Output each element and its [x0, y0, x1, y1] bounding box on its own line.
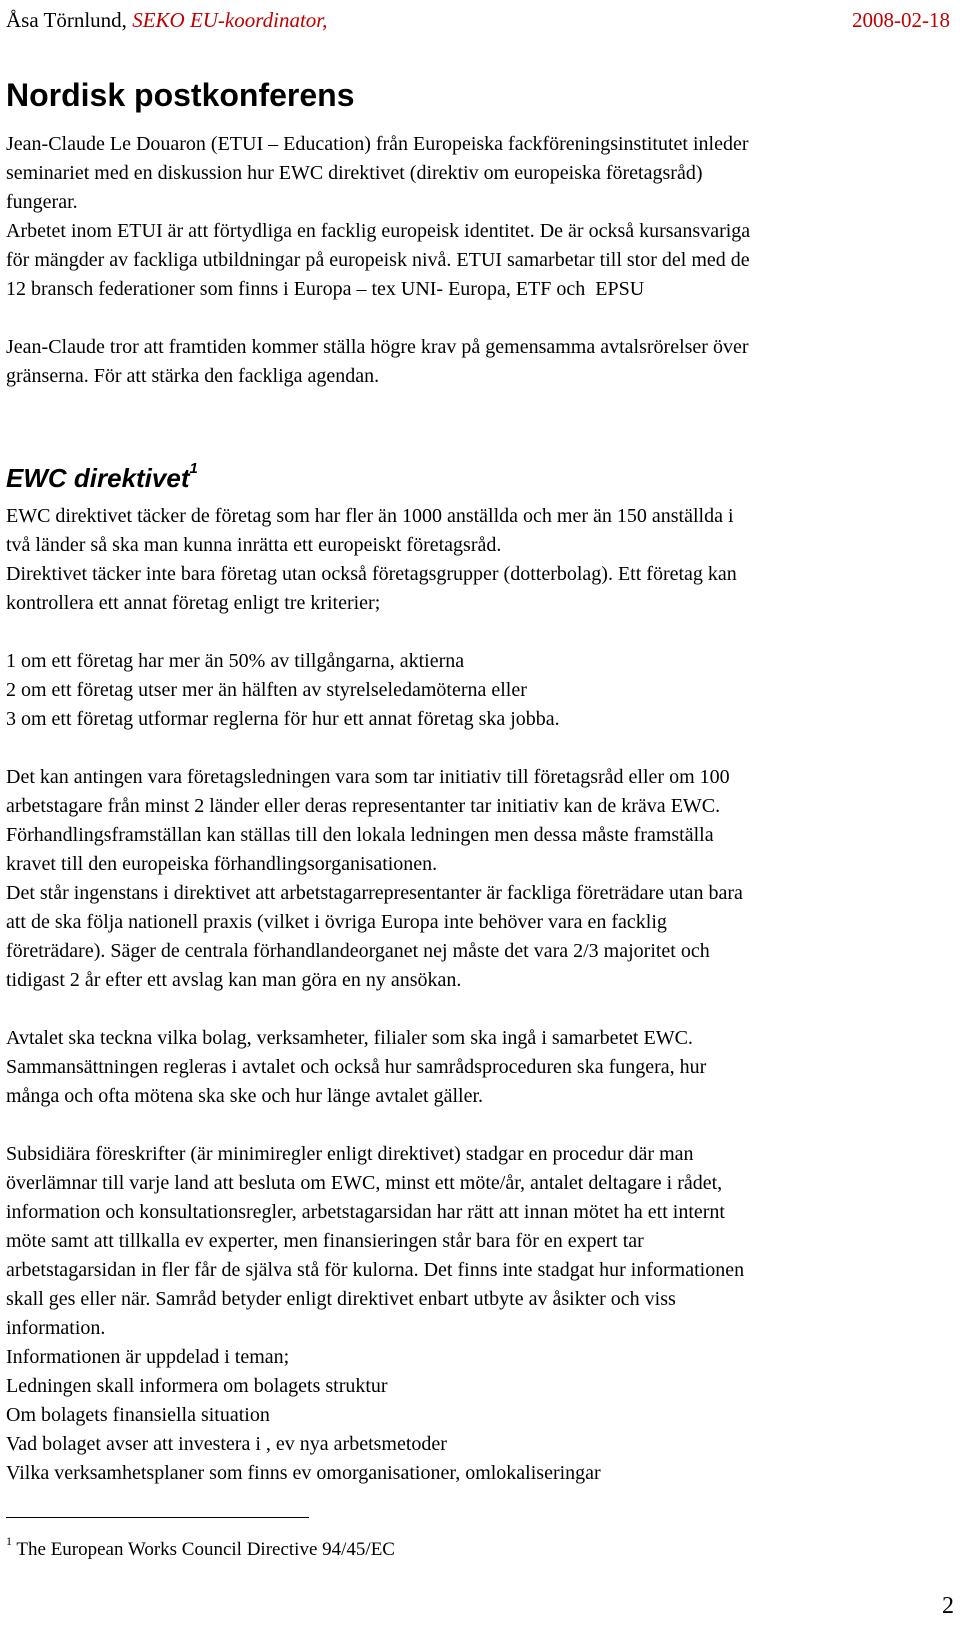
section-heading: EWC direktivet$^1$ — [6, 460, 198, 493]
agreement-paragraph — [6, 1024, 950, 1111]
text-line: Jean-Claude tror att framtiden kommer ställa högre krav på gemensamma avtalsrörelser över — [6, 336, 749, 358]
text-line: kravet till den europeiska förhandlingsorganisationen. — [6, 853, 438, 875]
page-header — [6, 6, 950, 34]
text-line: EWC direktivet täcker de företag som har fler än 1000 anställda och mer än 150 anställda i — [6, 505, 734, 527]
text-line: gränserna. För att stärka den fackliga agendan. — [6, 365, 380, 387]
text-line: Jean-Claude Le Douaron (ETUI – Education) från Europeiska fackföreningsinstitutet inleder — [6, 133, 749, 155]
text-line: företrädare). Säger de centrala förhandlandeorganet nej måste det vara 2/3 majoritet och — [6, 940, 710, 962]
text-line: Vilka verksamhetsplaner som finns ev omorganisationer, omlokaliseringar — [6, 1462, 601, 1484]
text-line: 12 bransch federationer som finns i Europa – tex UNI- Europa, ETF och EPSU — [6, 278, 645, 300]
text-line: 2 om ett företag utser mer än hälften av styrelseledamöterna eller — [6, 679, 527, 701]
text-line: tidigast 2 år efter ett avslag kan man göra en ny ansökan. — [6, 969, 462, 991]
page-number: 2 — [942, 1593, 954, 1619]
initiative-paragraph — [6, 763, 950, 995]
footnote-separator — [6, 1517, 309, 1518]
text-line: Arbetet inom ETUI är att förtydliga en facklig europeisk identitet. De är också kursansvariga — [6, 220, 751, 242]
jc-paragraph — [6, 333, 950, 391]
document-body — [6, 70, 950, 1488]
text-line: information. — [6, 1317, 106, 1339]
text-line: Om bolagets finansiella situation — [6, 1404, 270, 1426]
directive-paragraph — [6, 502, 950, 618]
criteria-list — [6, 647, 950, 734]
subsidiary-paragraph — [6, 1140, 950, 1488]
footnote-marker: 1 — [6, 1534, 12, 1548]
header-author: Åsa Törnlund, SEKO EU-koordinator, — [6, 8, 328, 32]
text-line: Informationen är uppdelad i teman; — [6, 1346, 290, 1368]
text-line: skall ges eller när. Samråd betyder enligt direktivet enbart utbyte av åsikter och viss — [6, 1288, 676, 1310]
text-line: Ledningen skall informera om bolagets struktur — [6, 1375, 388, 1397]
text-line: arbetstagare från minst 2 länder eller deras representanter tar initiativ kan de kräva EWC. — [6, 795, 721, 817]
text-line: 1 om ett företag har mer än 50% av tillgångarna, aktierna — [6, 650, 465, 672]
text-line: för mängder av fackliga utbildningar på europeisk nivå. ETUI samarbetar till stor del med de — [6, 249, 750, 271]
text-line: att de ska följa nationell praxis (vilket i övriga Europa inte behöver vara en facklig — [6, 911, 667, 933]
text-line: möte samt att tillkalla ev experter, men finansieringen står bara för en expert tar — [6, 1230, 644, 1252]
text-line: 3 om ett företag utformar reglerna för hur ett annat företag ska jobba. — [6, 708, 560, 730]
text-line: Sammansättningen regleras i avtalet och också hur samrådsproceduren ska fungera, hur — [6, 1056, 707, 1078]
text-line: två länder så ska man kunna inrätta ett europeiskt företagsråd. — [6, 534, 502, 556]
text-line: seminariet med en diskussion hur EWC direktivet (direktiv om europeiska företagsråd) — [6, 162, 703, 184]
header-role: SEKO EU-koordinator, — [132, 8, 328, 32]
text-line: Avtalet ska teckna vilka bolag, verksamheter, filialer som ska ingå i samarbetet EWC. — [6, 1027, 693, 1049]
text-line: kontrollera ett annat företag enligt tre kriterier; — [6, 592, 381, 614]
text-line: Förhandlingsframställan kan ställas till den lokala ledningen men dessa måste framställa — [6, 824, 714, 846]
text-line: arbetstagarsidan in fler får de själva stå för kulorna. Det finns inte stadgat hur informationen — [6, 1259, 745, 1281]
intro-paragraph — [6, 130, 950, 304]
text-line: Det kan antingen vara företagsledningen vara som tar initiativ till företagsråd eller om 100 — [6, 766, 730, 788]
text-line: Subsidiära föreskrifter (är minimiregler enligt direktivet) stadgar en procedur där man — [6, 1143, 694, 1165]
text-line: Vad bolaget avser att investera i , ev nya arbetsmetoder — [6, 1433, 447, 1455]
footnote-text: The European Works Council Directive 94/45/EC — [12, 1539, 395, 1560]
header-date: 2008-02-18 — [852, 8, 950, 32]
text-line: Det står ingenstans i direktivet att arbetstagarrepresentanter är fackliga företrädare utan bara — [6, 882, 743, 904]
text-line: många och ofta mötena ska ske och hur länge avtalet gäller. — [6, 1085, 484, 1107]
text-line: information och konsultationsregler, arbetstagarsidan har rätt att innan mötet ha ett internt — [6, 1201, 725, 1223]
page-title: Nordisk postkonferens — [6, 77, 355, 113]
footnote — [6, 1528, 395, 1563]
text-line: fungerar. — [6, 191, 78, 213]
footnote-reference: 1 — [189, 460, 198, 477]
text-line: överlämnar till varje land att besluta om EWC, minst ett möte/år, antalet deltagare i rådet, — [6, 1172, 723, 1194]
text-line: Direktivet täcker inte bara företag utan också företagsgrupper (dotterbolag). Ett företag kan — [6, 563, 737, 585]
